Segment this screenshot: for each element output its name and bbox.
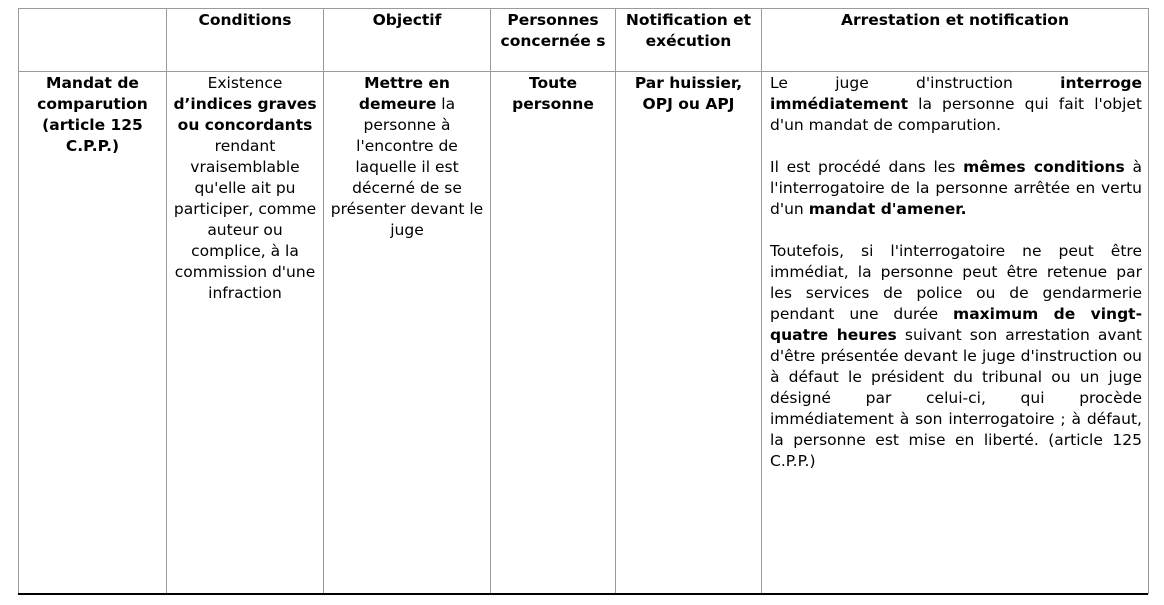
mandat-label: Mandat de comparution (article 125 C.P.P.) (37, 74, 148, 156)
cell-personnes (491, 72, 616, 594)
header-objectif: Objectif (324, 9, 491, 72)
arrestation-p3-text-2: suivant son arrestation avant d'être présentée devant le juge d'instruction ou à défaut le président du tribunal ou un juge désigné par celui-ci, qui procède immédiatement à son interrogatoire ; à défaut, la personne est mise en liberté. (article 125 C.P.P.) (770, 326, 1143, 471)
header-arrestation: Arrestation et notification (762, 9, 1149, 72)
arrestation-p2-text-2: à l'interrogatoire de la personne arrêtée en vertu d'un (770, 158, 1142, 219)
cell-notification (616, 72, 762, 594)
objectif-bold-1: Mettre en demeure (358, 74, 450, 114)
arrestation-p3-text-1: Toutefois, si l'interrogatoire ne peut être immédiat, la personne peut être retenue par les services de police ou de gendarmerie pendant une durée (770, 242, 1142, 324)
arrestation-p2-bold-2: mandat d'amener. (808, 200, 967, 219)
arrestation-p1-text-1: Le juge d'instruction (770, 74, 1061, 93)
arrestation-paragraph-3 (770, 241, 1142, 472)
arrestation-p2-bold-1: mêmes conditions (963, 158, 1125, 177)
objectif-text-1: la personne à l'encontre de laquelle il est décerné de se présenter devant le juge (330, 95, 484, 240)
table-row (19, 72, 1149, 594)
header-notification: Notification et exécution (616, 9, 762, 72)
cell-mandat (19, 72, 167, 594)
cell-arrestation (762, 72, 1149, 594)
conditions-text-2: rendant vraisemblable qu'elle ait pu participer, comme auteur ou complice, à la commission d'une infraction (173, 137, 317, 303)
arrestation-paragraph-1 (770, 73, 1142, 136)
header-conditions: Conditions (167, 9, 324, 72)
bottom-rule (18, 593, 1148, 595)
conditions-bold-1: d’indices graves ou concordants (173, 95, 317, 135)
header-row (19, 9, 1149, 72)
header-personnes: Personnes concernée s (491, 9, 616, 72)
notification-text: Par huissier, OPJ ou APJ (634, 74, 743, 114)
arrestation-p2-text-1: Il est procédé dans les (770, 158, 964, 177)
mandat-table (18, 8, 1149, 594)
arrestation-p1-text-2: la personne qui fait l'objet d'un mandat de comparution. (770, 95, 1142, 135)
arrestation-paragraph-2 (770, 157, 1142, 220)
conditions-text-1: Existence (207, 74, 283, 93)
personnes-text: Toute personne (512, 74, 594, 114)
arrestation-p1-bold-1: interroge immédiatement (770, 74, 1142, 114)
arrestation-p3-bold-1: maximum de vingt-quatre heures (770, 305, 1143, 345)
cell-conditions (167, 72, 324, 594)
header-empty (19, 9, 167, 72)
cell-objectif (324, 72, 491, 594)
